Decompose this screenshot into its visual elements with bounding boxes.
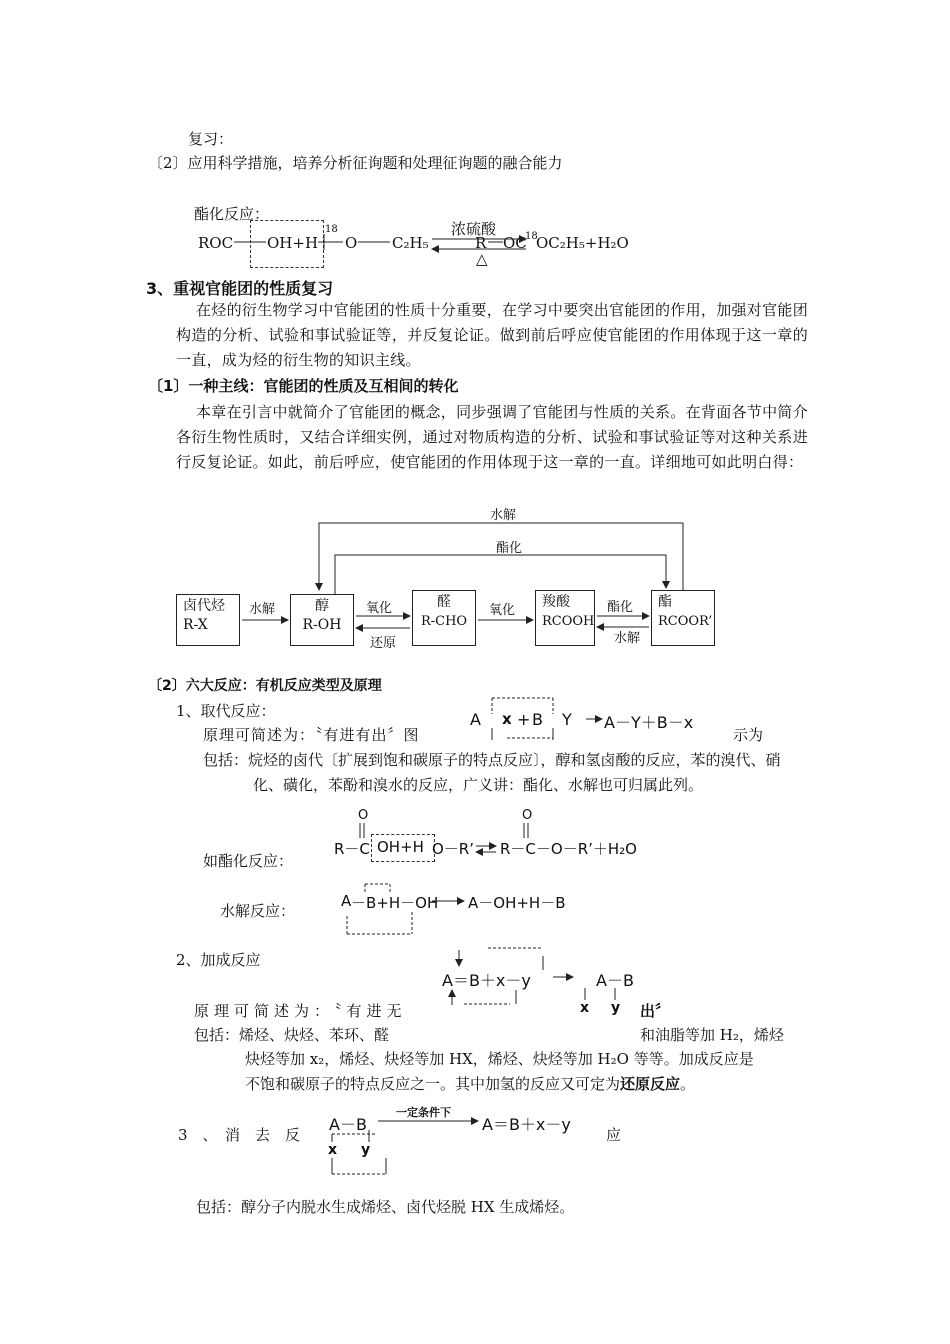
esterification-example-label: 如酯化反应： [203,852,294,870]
box-alcohol-name: 醇 [315,598,329,614]
reduction-reaction: 还原反应 [620,1075,681,1093]
elimination-x: x [328,1142,338,1158]
addition-principle: 原理可简述为：〝有进无 [194,1002,407,1020]
sub-eq-a: A [470,710,481,729]
ester-example-right: R－C－O－R’＋H₂O [500,840,637,858]
elimination-includes: 包括：醇分子内脱水生成烯烃、卤代烃脱 HX 生成烯烃。 [196,1198,575,1216]
flow-label-hydrolysis-top: 水解 [490,508,517,523]
addition-includes-b: 和油脂等加 H₂，烯烃 [640,1026,784,1044]
addition-line3-c: 。 [680,1075,696,1093]
sub-eq-products: A－Y＋B－x [604,713,694,732]
elimination-product: A＝B＋x－y [482,1115,571,1134]
ester-oh-h: OH+H [267,234,319,252]
flow-label-a2b: 还原 [370,636,397,651]
ester-example-mid: O－R’ [432,840,474,858]
sub-eq-b: B [532,710,543,729]
product-r: R [475,234,487,252]
elimination-title: 3 、 消 去 反 [178,1126,301,1144]
sub-eq-plus: + [517,710,531,729]
ester-example-box: OH+H [377,838,424,856]
sub-eq-x: x [502,710,512,728]
addition-includes-a: 包括：烯烃、炔烃、苯环、醛 [194,1026,390,1044]
esterification-label: 酯化反应： [194,205,270,223]
substitution-title: 1、取代反应： [176,702,276,720]
hydrolysis-right: A－OH+H－B [468,894,566,912]
elimination-ying: 应 [606,1126,622,1144]
box-aldehyde-formula: R-CHO [420,614,468,629]
catalyst-label: 浓硫酸 [451,220,497,238]
box-acid-formula: RCOOH [542,614,595,629]
flow-label-ester-top: 酯化 [496,541,523,556]
elimination-y: y [361,1142,371,1158]
subsection1-heading: 〔1〕一种主线：官能团的性质及互相间的转化 [148,377,459,395]
hydrolysis-example-label: 水解反应： [220,902,296,920]
hydrolysis-left: A [341,892,352,910]
isotope-18: 18 [325,224,338,235]
addition-x: x [580,1000,590,1016]
flow-label-a4b: 水解 [614,631,641,646]
section3-heading: 3、重视官能团的性质复习 [146,279,334,298]
addition-title: 2、加成反应 [176,951,261,969]
box-haloalkane-name: 卤代烃 [183,598,225,614]
addition-eq: A＝B＋x－y [442,971,531,990]
ester-o: O [345,234,358,252]
ester-c2h5: C₂H₅ [392,234,429,252]
six-reactions-heading: 〔2〕六大反应：有机反应类型及原理 [148,678,382,694]
addition-out: 出〞 [640,1002,671,1020]
substitution-principle: 原理可简述为：〝有进有出〞图 [203,726,420,744]
flow-label-a2: 氧化 [366,601,393,616]
addition-line3-a: 不饱和碳原子的特点反应之一。其中加氢的反应又可定为 [245,1075,621,1093]
flow-label-a3: 氧化 [489,603,516,618]
substitution-includes-text: 包括：烷烃的卤代〔扩展到饱和碳原子的特点反应〕，醇和氢卤酸的反应，苯的溴代、硝化、磺化，苯酚和溴水的反应，广义讲：酯化、水解也可归属此列。 [203,751,781,794]
subsection1-paragraph: 本章在引言中就简介了官能团的概念，同步强调了官能团与性质的关系。在背面各节中简介各衍生物性质时，又结合详细实例，通过对物质构造的分析、试验和事试验证等对这种关系进行反复论证。如此，前后呼应，使官能团的作用体现于这一章的一直。详细地可如此明白得： [176,403,809,471]
box-ester-formula: RCOOR’ [658,614,713,629]
box-ester-name: 酯 [658,594,672,610]
box-aldehyde-name: 醛 [437,594,451,610]
box-haloalkane-formula: R-X [183,617,208,633]
box-alcohol-formula: R-OH [302,617,342,633]
heat-symbol: △ [476,250,488,268]
ester-carbonyl-o2: O [522,808,533,823]
ester-example-left: R－C [334,840,370,858]
section3-paragraph: 在烃的衍生物学习中官能团的性质十分重要，在学习中要突出官能团的作用，加强对官能团构造的分析、试验和事试验证等，并反复论证。做到前后呼应使官能团的作用体现于这一章的一直，成为烃的衍生物的知识主线。 [176,301,809,369]
sub-eq-y: Y [562,710,572,729]
product-oc: OC [503,234,527,252]
product-rest: OC₂H₅+H₂O [536,234,629,252]
review-label: 复习： [188,130,234,148]
intro-item-2: 〔2〕应用科学措施，培养分析征询题和处理征询题的融合能力 [148,154,563,172]
ester-left: ROC [198,234,234,252]
box-acid-name: 羧酸 [542,594,570,610]
ester-carbonyl-o1: O [358,808,369,823]
elimination-ab: A－B [329,1115,367,1134]
flow-label-a4: 酯化 [607,600,634,615]
addition-line2: 炔烃等加 x₂，烯烃、炔烃等加 HX，烯烃、炔烃等加 H₂O 等等。加成反应是 [245,1050,754,1068]
flow-label-a1: 水解 [249,602,276,617]
elimination-condition: 一定条件下 [396,1106,451,1119]
isotope-18-product: 18 [525,231,538,242]
addition-y: y [611,1000,621,1016]
hydrolysis-mid: －B+H－OH [351,894,439,912]
substitution-shown: 示为 [733,726,764,744]
addition-product: A－B [596,971,634,990]
